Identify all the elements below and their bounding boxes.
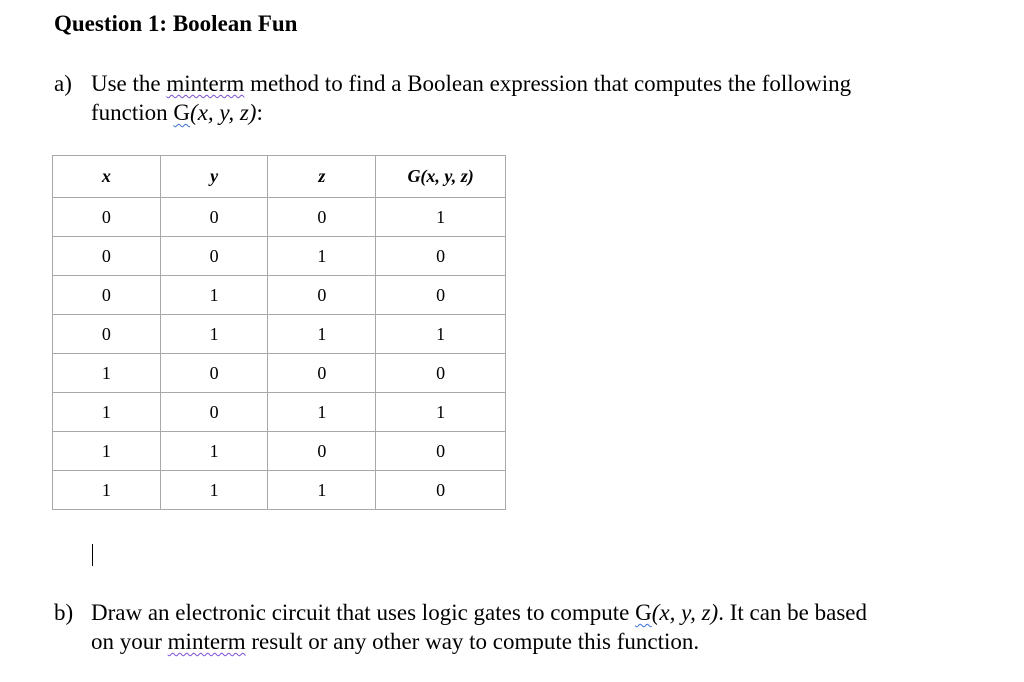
- part-a-minterm-word: minterm: [166, 71, 245, 96]
- cell-y: 1: [160, 432, 268, 471]
- text-cursor[interactable]: [92, 544, 93, 566]
- cell-g: 0: [376, 237, 506, 276]
- part-b-line2-post: result or any other way to compute this function.: [245, 629, 700, 654]
- part-b-func-name: G: [635, 600, 652, 625]
- question-title: Question 1: Boolean Fun: [54, 11, 298, 36]
- part-b-line1-pre: Draw an electronic circuit that uses logic gates to compute: [91, 600, 636, 625]
- table-row: [53, 198, 506, 237]
- part-b-func-args: (x, y, z): [651, 600, 719, 625]
- cell-z: 1: [268, 315, 376, 354]
- cell-y: 0: [160, 393, 268, 432]
- table-row: [53, 237, 506, 276]
- header-x: x: [53, 156, 161, 198]
- table-row: [53, 354, 506, 393]
- part-b-line2-pre: on your: [91, 629, 168, 654]
- part-b-minterm-word: minterm: [167, 629, 246, 654]
- part-a-text-mid: method to find a Boolean expression that computes the following: [244, 71, 852, 96]
- cell-y: 1: [160, 276, 268, 315]
- part-a-func-args: (x, y, z): [190, 100, 257, 125]
- cell-z: 0: [268, 432, 376, 471]
- cell-z: 1: [268, 393, 376, 432]
- cell-x: 1: [53, 432, 161, 471]
- part-a-line2-pre: function: [91, 100, 174, 125]
- cell-g: 0: [376, 354, 506, 393]
- header-z: z: [268, 156, 376, 198]
- part-a-text-pre: Use the: [91, 71, 167, 96]
- table-row: [53, 432, 506, 471]
- table-row: [53, 276, 506, 315]
- part-b-line-2: [91, 627, 867, 656]
- cell-z: 0: [268, 354, 376, 393]
- cell-x: 0: [53, 276, 161, 315]
- part-a: [54, 69, 851, 127]
- cell-g: 0: [376, 432, 506, 471]
- cell-g: 1: [376, 393, 506, 432]
- header-y: y: [160, 156, 268, 198]
- cell-z: 1: [268, 237, 376, 276]
- cell-g: 0: [376, 276, 506, 315]
- part-b: [54, 598, 867, 656]
- truth-table-header-row: [53, 156, 506, 198]
- cell-x: 1: [53, 471, 161, 510]
- part-a-line-1: [91, 69, 851, 98]
- cell-g: 1: [376, 198, 506, 237]
- cell-z: 0: [268, 276, 376, 315]
- part-b-line1-post: . It can be based: [718, 600, 867, 625]
- cell-y: 1: [160, 471, 268, 510]
- table-row: [53, 315, 506, 354]
- cell-y: 0: [160, 354, 268, 393]
- header-g: G(x, y, z): [376, 156, 506, 198]
- cell-z: 0: [268, 198, 376, 237]
- part-b-line-1: [91, 598, 867, 627]
- cell-g: 0: [376, 471, 506, 510]
- part-a-line-2: [91, 98, 851, 127]
- table-row: [53, 471, 506, 510]
- part-b-marker: b): [54, 600, 74, 625]
- table-row: [53, 393, 506, 432]
- part-a-marker: a): [54, 71, 72, 96]
- cell-y: 0: [160, 198, 268, 237]
- cell-x: 0: [53, 315, 161, 354]
- part-a-line2-post: :: [256, 100, 263, 125]
- part-a-func-name: G: [173, 100, 191, 125]
- truth-table: [52, 155, 506, 510]
- cell-g: 1: [376, 315, 506, 354]
- cell-x: 0: [53, 237, 161, 276]
- cell-x: 1: [53, 393, 161, 432]
- cell-y: 1: [160, 315, 268, 354]
- cell-x: 1: [53, 354, 161, 393]
- cell-x: 0: [53, 198, 161, 237]
- cell-y: 0: [160, 237, 268, 276]
- cell-z: 1: [268, 471, 376, 510]
